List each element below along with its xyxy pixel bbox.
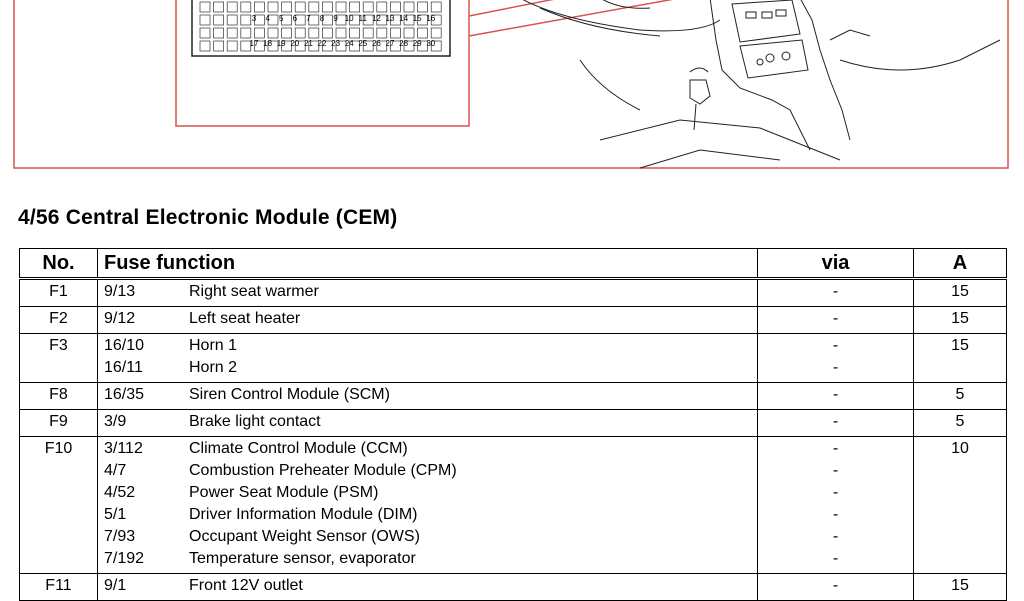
pin-label: 17 (249, 39, 259, 48)
pin-label: 6 (292, 14, 298, 23)
via-cell (758, 307, 914, 334)
component-description: Occupant Weight Sensor (OWS) (189, 528, 420, 545)
component-description: Left seat heater (189, 310, 301, 327)
pin-label: 22 (317, 39, 327, 48)
pin-label: 19 (276, 39, 286, 48)
component-description: Brake light contact (189, 413, 321, 430)
amperage-value: 15 (914, 307, 1007, 334)
fuse-cell (214, 41, 224, 51)
function-line (98, 548, 757, 570)
pin-label: 5 (278, 14, 284, 23)
fuse-cell (390, 28, 400, 38)
fuse-cell (350, 28, 360, 38)
component-code: 9/1 (104, 577, 127, 594)
via-cell (758, 437, 914, 574)
header-via: via (758, 249, 914, 279)
fuse-cell (322, 2, 332, 12)
fuse-function-cell (98, 437, 758, 574)
fuse-cell (309, 2, 319, 12)
fuse-cell (268, 28, 278, 38)
fuse-cell (431, 28, 441, 38)
fuse-function-cell (98, 574, 758, 601)
via-value: - (832, 577, 839, 594)
via-cell (758, 410, 914, 437)
fuse-cell (282, 2, 292, 12)
function-line (98, 281, 757, 303)
amperage-value: 10 (914, 437, 1007, 574)
component-code: 16/11 (104, 359, 143, 376)
fuse-cell (214, 15, 224, 25)
component-description: Climate Control Module (CCM) (189, 440, 408, 457)
component-code: 16/35 (104, 386, 145, 403)
fuse-cell (295, 2, 305, 12)
fuse-cell (282, 28, 292, 38)
via-value: - (832, 359, 839, 376)
fuse-location-diagram (0, 0, 1024, 180)
pin-label: 26 (371, 39, 381, 48)
function-line (98, 482, 757, 504)
function-line (98, 575, 757, 597)
fuse-row (20, 383, 1007, 410)
via-cell (758, 279, 914, 307)
fuse-cell (431, 2, 441, 12)
via-value: - (832, 506, 839, 523)
via-value: - (832, 462, 839, 479)
fuse-table-header (20, 249, 1007, 279)
header-no: No. (20, 249, 98, 279)
header-fuse-function: Fuse function (98, 249, 758, 279)
amperage-value: 5 (914, 383, 1007, 410)
fuse-cell (254, 2, 264, 12)
via-value: - (832, 386, 839, 403)
pin-label: 14 (399, 14, 409, 23)
fuse-cell (295, 28, 305, 38)
pin-label: 10 (344, 14, 354, 23)
component-code: 3/9 (104, 413, 127, 430)
component-code: 9/12 (104, 310, 136, 327)
pin-label: 8 (319, 14, 325, 23)
fuse-cell (377, 2, 387, 12)
pin-label: 27 (385, 39, 395, 48)
pin-label: 11 (358, 14, 367, 23)
pin-label: 15 (412, 14, 422, 23)
function-line (98, 335, 757, 357)
amperage-value: 15 (914, 334, 1007, 383)
fuse-cell (377, 28, 387, 38)
fuse-number: F11 (20, 574, 98, 601)
section-title: 4/56 Central Electronic Module (CEM) (18, 206, 398, 229)
fuse-cell (214, 28, 224, 38)
function-line (98, 308, 757, 330)
fuse-cell (336, 2, 346, 12)
fuse-cell (363, 28, 373, 38)
fuse-cell (268, 2, 278, 12)
component-description: Temperature sensor, evaporator (189, 550, 416, 567)
component-description: Right seat warmer (189, 283, 319, 300)
fuse-cell (214, 2, 224, 12)
pin-label: 29 (412, 39, 422, 48)
via-value: - (832, 528, 839, 545)
component-code: 3/112 (104, 440, 143, 457)
component-code: 9/13 (104, 283, 136, 300)
function-line (98, 504, 757, 526)
pin-label: 12 (371, 14, 381, 23)
component-code: 7/192 (104, 550, 145, 567)
pin-label: 3 (251, 14, 257, 23)
fuse-cell (350, 2, 360, 12)
via-cell (758, 574, 914, 601)
fuse-cell (418, 2, 428, 12)
fuse-cell (227, 41, 237, 51)
fuse-cell (390, 2, 400, 12)
fuse-cell (241, 2, 251, 12)
fuse-table (19, 248, 1007, 601)
via-value: - (832, 440, 839, 457)
pin-label: 4 (265, 14, 270, 23)
function-line (98, 526, 757, 548)
fuse-row (20, 334, 1007, 383)
fuse-number: F9 (20, 410, 98, 437)
fuse-row (20, 437, 1007, 574)
amperage-value: 15 (914, 279, 1007, 307)
fuse-cell (241, 28, 251, 38)
via-value: - (832, 550, 839, 567)
fuse-connector (192, 0, 450, 56)
component-description: Horn 2 (189, 359, 238, 376)
fuse-cell (227, 28, 237, 38)
via-cell (758, 383, 914, 410)
fuse-cell (200, 2, 210, 12)
pin-label: 30 (426, 39, 436, 48)
pin-label: 20 (290, 39, 300, 48)
fuse-row (20, 410, 1007, 437)
function-line (98, 460, 757, 482)
pin-label: 7 (306, 14, 311, 23)
fuse-number: F2 (20, 307, 98, 334)
pin-label: 21 (303, 39, 313, 48)
via-value: - (832, 310, 839, 327)
fuse-cell (241, 15, 251, 25)
via-value: - (832, 413, 839, 430)
fuse-row (20, 279, 1007, 307)
fuse-number: F3 (20, 334, 98, 383)
fuse-function-cell (98, 279, 758, 307)
fuse-number: F10 (20, 437, 98, 574)
fuse-function-cell (98, 334, 758, 383)
via-value: - (832, 283, 839, 300)
function-line (98, 357, 757, 379)
pin-label: 9 (333, 14, 338, 23)
pin-labels-bottom (250, 39, 436, 48)
component-code: 4/7 (104, 462, 127, 479)
pin-label: 16 (426, 14, 436, 23)
fuse-cell (404, 2, 414, 12)
leader-line-top (469, 0, 560, 16)
component-description: Driver Information Module (DIM) (189, 506, 418, 523)
pin-label: 13 (385, 14, 395, 23)
fuse-cell (309, 28, 319, 38)
pin-labels-top (252, 14, 436, 23)
pin-label: 25 (358, 39, 368, 48)
fuse-function-cell (98, 410, 758, 437)
via-cell (758, 334, 914, 383)
function-line (98, 411, 757, 433)
function-line (98, 384, 757, 406)
diagram-outer-frame (14, 0, 1008, 168)
component-code: 7/93 (104, 528, 136, 545)
fuse-cell (200, 41, 210, 51)
component-description: Horn 1 (189, 337, 238, 354)
via-value: - (832, 337, 839, 354)
fuse-cell (418, 28, 428, 38)
pin-label: 23 (331, 39, 341, 48)
fuse-cell (363, 2, 373, 12)
fuse-function-cell (98, 307, 758, 334)
header-amps: A (914, 249, 1007, 279)
fuse-number: F1 (20, 279, 98, 307)
fuse-number: F8 (20, 383, 98, 410)
car-interior-drawing (520, 0, 1000, 168)
amperage-value: 15 (914, 574, 1007, 601)
fuse-cell (200, 28, 210, 38)
fuse-cell (227, 15, 237, 25)
function-line (98, 438, 757, 460)
pin-label: 18 (263, 39, 273, 48)
fuse-function-cell (98, 383, 758, 410)
amperage-value: 5 (914, 410, 1007, 437)
via-value: - (832, 484, 839, 501)
fuse-cell (322, 28, 332, 38)
fuse-cell (200, 15, 210, 25)
component-description: Combustion Preheater Module (CPM) (189, 462, 457, 479)
component-code: 4/52 (104, 484, 136, 501)
fuse-cell (227, 2, 237, 12)
component-code: 5/1 (104, 506, 127, 523)
component-description: Power Seat Module (PSM) (189, 484, 379, 501)
fuse-table-body (20, 279, 1007, 601)
component-code: 16/10 (104, 337, 145, 354)
pin-label: 28 (399, 39, 409, 48)
component-description: Siren Control Module (SCM) (189, 386, 390, 403)
pin-label: 24 (344, 39, 354, 48)
fuse-cell (254, 28, 264, 38)
fuse-row (20, 307, 1007, 334)
fuse-row (20, 574, 1007, 601)
fuse-cell (336, 28, 346, 38)
component-description: Front 12V outlet (189, 577, 303, 594)
fuse-cell (404, 28, 414, 38)
